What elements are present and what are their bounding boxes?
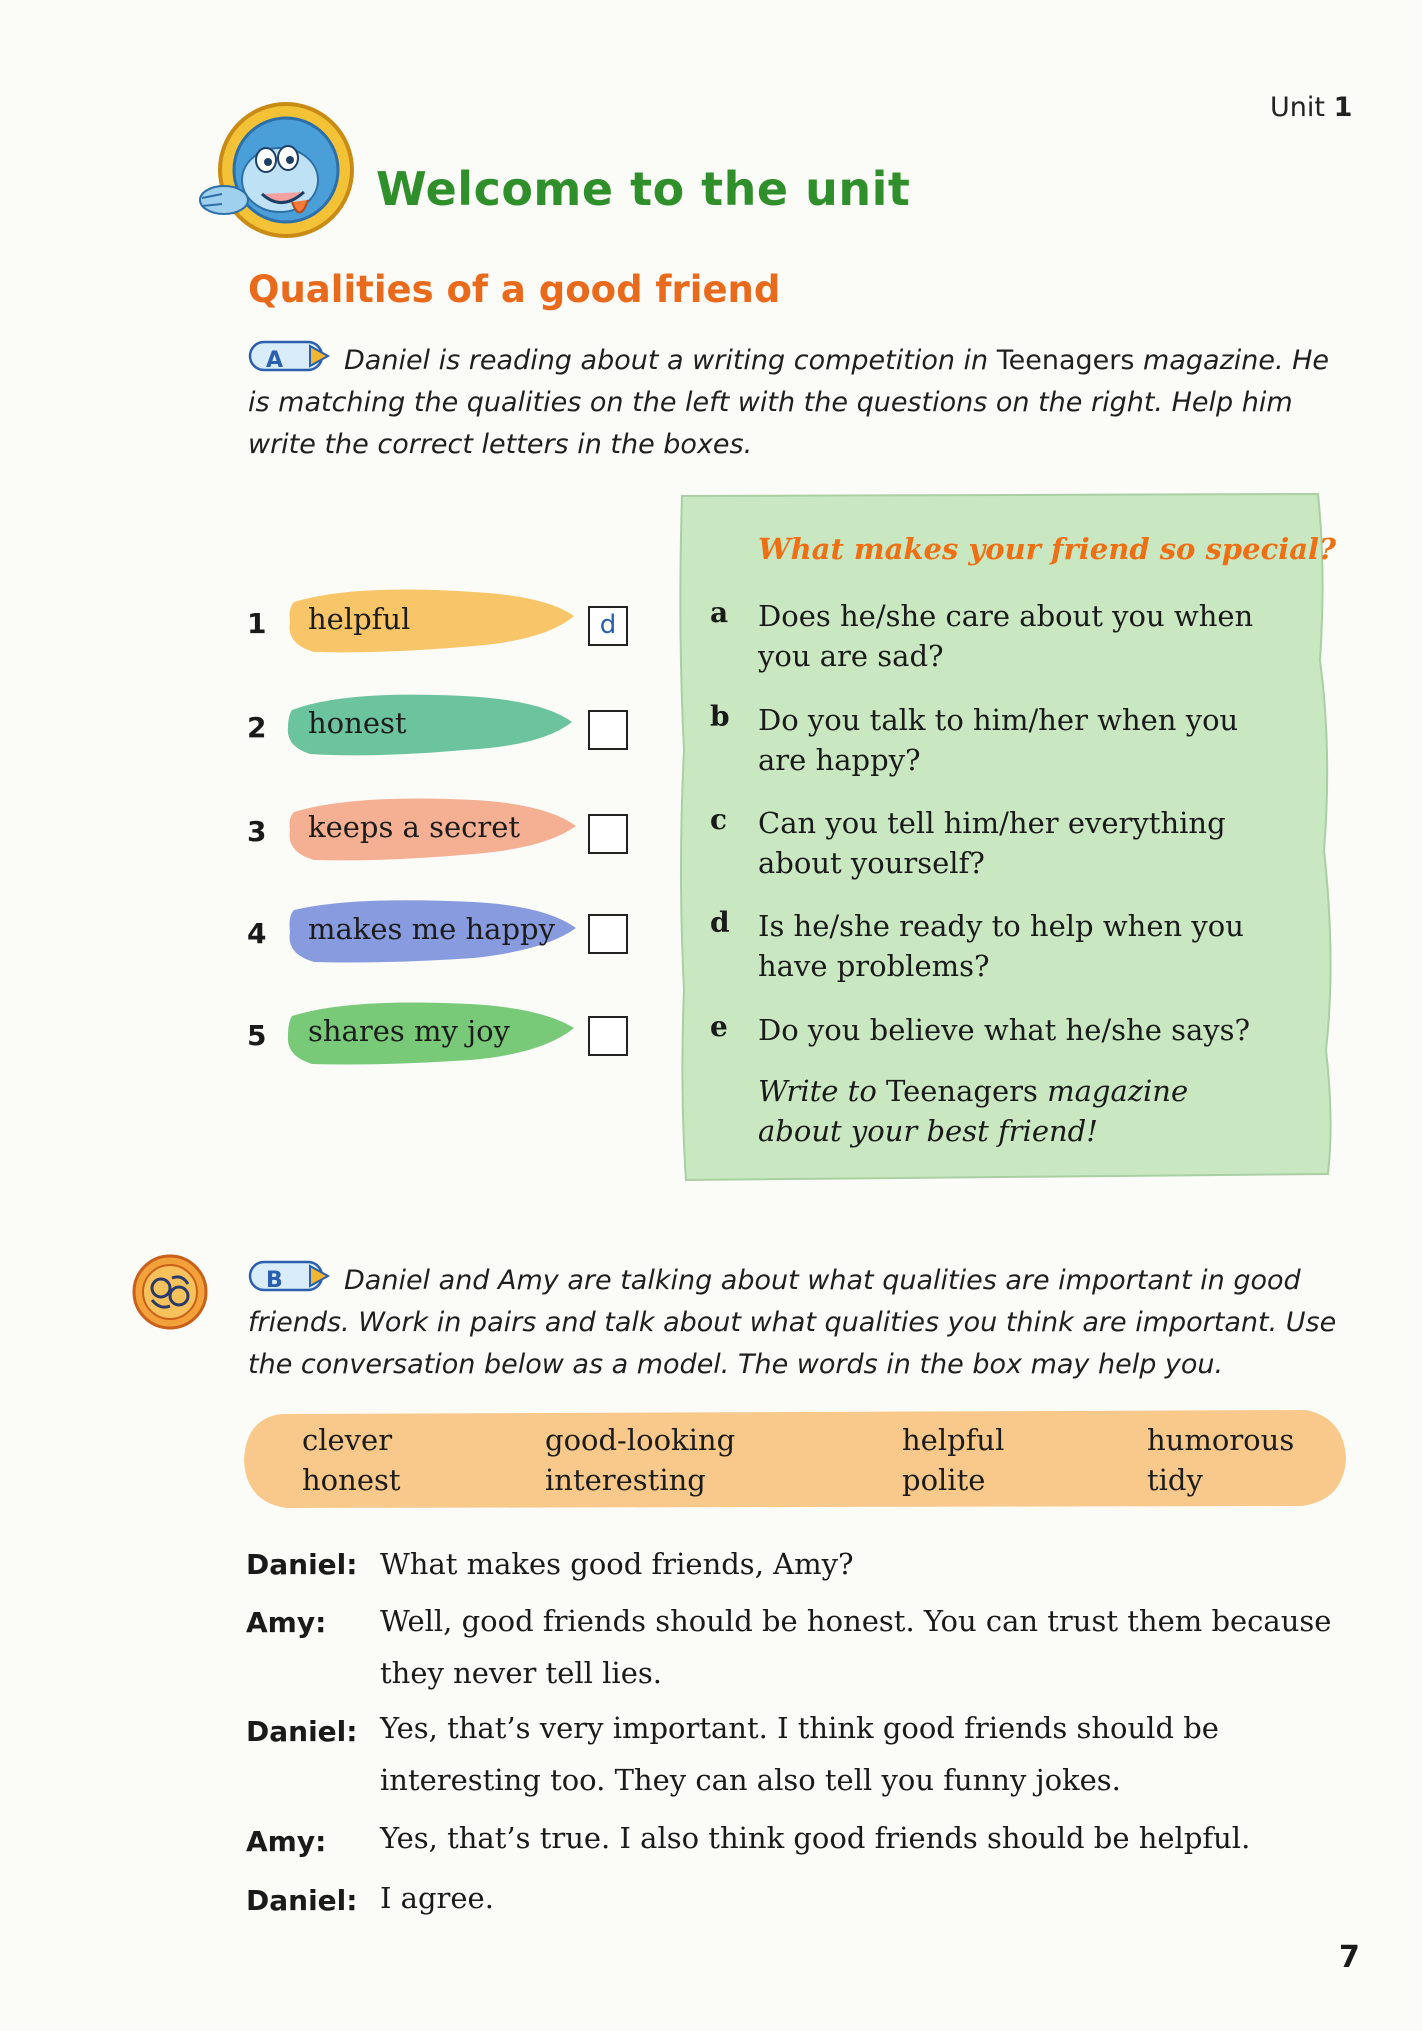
panel-footer-text-2: magazine about your best friend! <box>758 1074 1189 1148</box>
banner-title: Welcome to the unit <box>376 162 911 216</box>
option-text-d: Is he/she ready to help when you have problems? <box>758 909 1244 983</box>
part-a-instruction <box>248 339 1358 466</box>
option-letter-d: d <box>710 906 730 939</box>
answer-box-4[interactable] <box>588 914 628 954</box>
word-interesting: interesting <box>545 1463 706 1497</box>
part-b-instruction-text: Daniel and Amy are talking about what qualities are important in good friends. Work in pairs and talk about what qualities you think are important. Use the conversation below as a model. The words in the box may help you. <box>248 1265 1337 1380</box>
dog-mascot-icon <box>188 98 358 248</box>
unit-word: Unit <box>1270 92 1325 123</box>
option-letter-a: a <box>710 596 729 629</box>
unit-number: 1 <box>1333 92 1353 123</box>
answer-box-5[interactable] <box>588 1016 628 1056</box>
part-a-magazine-name: Teenagers <box>996 345 1135 376</box>
line-4: Yes, that’s true. I also think good friends should be helpful. <box>380 1821 1251 1855</box>
unit-label <box>1270 92 1352 123</box>
panel-title: What makes your friend so special? <box>758 532 1337 566</box>
part-a-badge-letter: A <box>266 348 284 373</box>
quality-number-2: 2 <box>247 711 267 744</box>
quality-label-5: shares my joy <box>308 1014 510 1048</box>
page-number: 7 <box>1339 1940 1360 1975</box>
panel-footer-text-1: Write to <box>758 1074 887 1108</box>
quality-label-2: honest <box>308 706 407 740</box>
quality-4 <box>284 892 584 976</box>
speaker-1: Daniel: <box>246 1548 358 1581</box>
option-text-c: Can you tell him/her everything about yourself? <box>758 806 1226 880</box>
quality-label-1: helpful <box>308 602 411 636</box>
quality-1 <box>284 582 584 666</box>
speaker-3: Daniel: <box>246 1715 358 1748</box>
quality-number-4: 4 <box>247 917 267 950</box>
speaker-5: Daniel: <box>246 1884 358 1917</box>
line-3: Yes, that’s very important. I think good friends should be interesting too. They can also tell you funny jokes. <box>380 1711 1219 1797</box>
part-b-badge-letter: B <box>266 1268 283 1293</box>
option-text-b: Do you talk to him/her when you are happy? <box>758 703 1239 777</box>
line-1: What makes good friends, Amy? <box>380 1547 854 1581</box>
panel-footer <box>758 1071 1278 1151</box>
quality-number-1: 1 <box>247 607 267 640</box>
option-letter-c: c <box>710 803 728 836</box>
quality-label-3: keeps a secret <box>308 810 521 844</box>
answer-box-3[interactable] <box>588 814 628 854</box>
part-b-instruction <box>248 1259 1358 1386</box>
quality-number-5: 5 <box>247 1019 267 1052</box>
quality-number-3: 3 <box>247 815 267 848</box>
part-a-instruction-text-1: Daniel is reading about a writing competition in <box>344 345 997 376</box>
line-2: Well, good friends should be honest. You can trust them because they never tell lies. <box>380 1604 1332 1690</box>
quality-3 <box>284 790 584 874</box>
line-5: I agree. <box>380 1881 494 1915</box>
speaker-4: Amy: <box>246 1825 327 1858</box>
answer-box-2[interactable] <box>588 710 628 750</box>
panel-footer-magazine: Teenagers <box>886 1074 1038 1108</box>
option-text-a: Does he/she care about you when you are sad? <box>758 599 1254 673</box>
section-title: Qualities of a good friend <box>248 268 781 311</box>
word-polite: polite <box>902 1463 986 1497</box>
part-a-instruction-text-2: magazine. He is matching the qualities on the left with the questions on the right. Help him write the correct letters in the boxes. <box>248 345 1330 460</box>
quality-label-4: makes me happy <box>308 912 555 946</box>
quality-5 <box>284 994 584 1078</box>
part-a-badge <box>248 339 334 373</box>
quality-2 <box>284 686 584 770</box>
option-letter-e: e <box>710 1010 728 1043</box>
option-letter-b: b <box>710 700 730 733</box>
speaker-2: Amy: <box>246 1606 327 1639</box>
word-clever: clever <box>302 1423 393 1457</box>
option-text-e: Do you believe what he/she says? <box>758 1013 1251 1047</box>
word-honest: honest <box>302 1463 401 1497</box>
pair-work-icon <box>130 1252 210 1332</box>
word-good-looking: good-looking <box>545 1423 736 1457</box>
part-b-badge <box>248 1259 334 1293</box>
word-humorous: humorous <box>1147 1423 1295 1457</box>
answer-box-1[interactable]: d <box>588 606 628 646</box>
word-helpful: helpful <box>902 1423 1005 1457</box>
word-tidy: tidy <box>1147 1463 1203 1497</box>
